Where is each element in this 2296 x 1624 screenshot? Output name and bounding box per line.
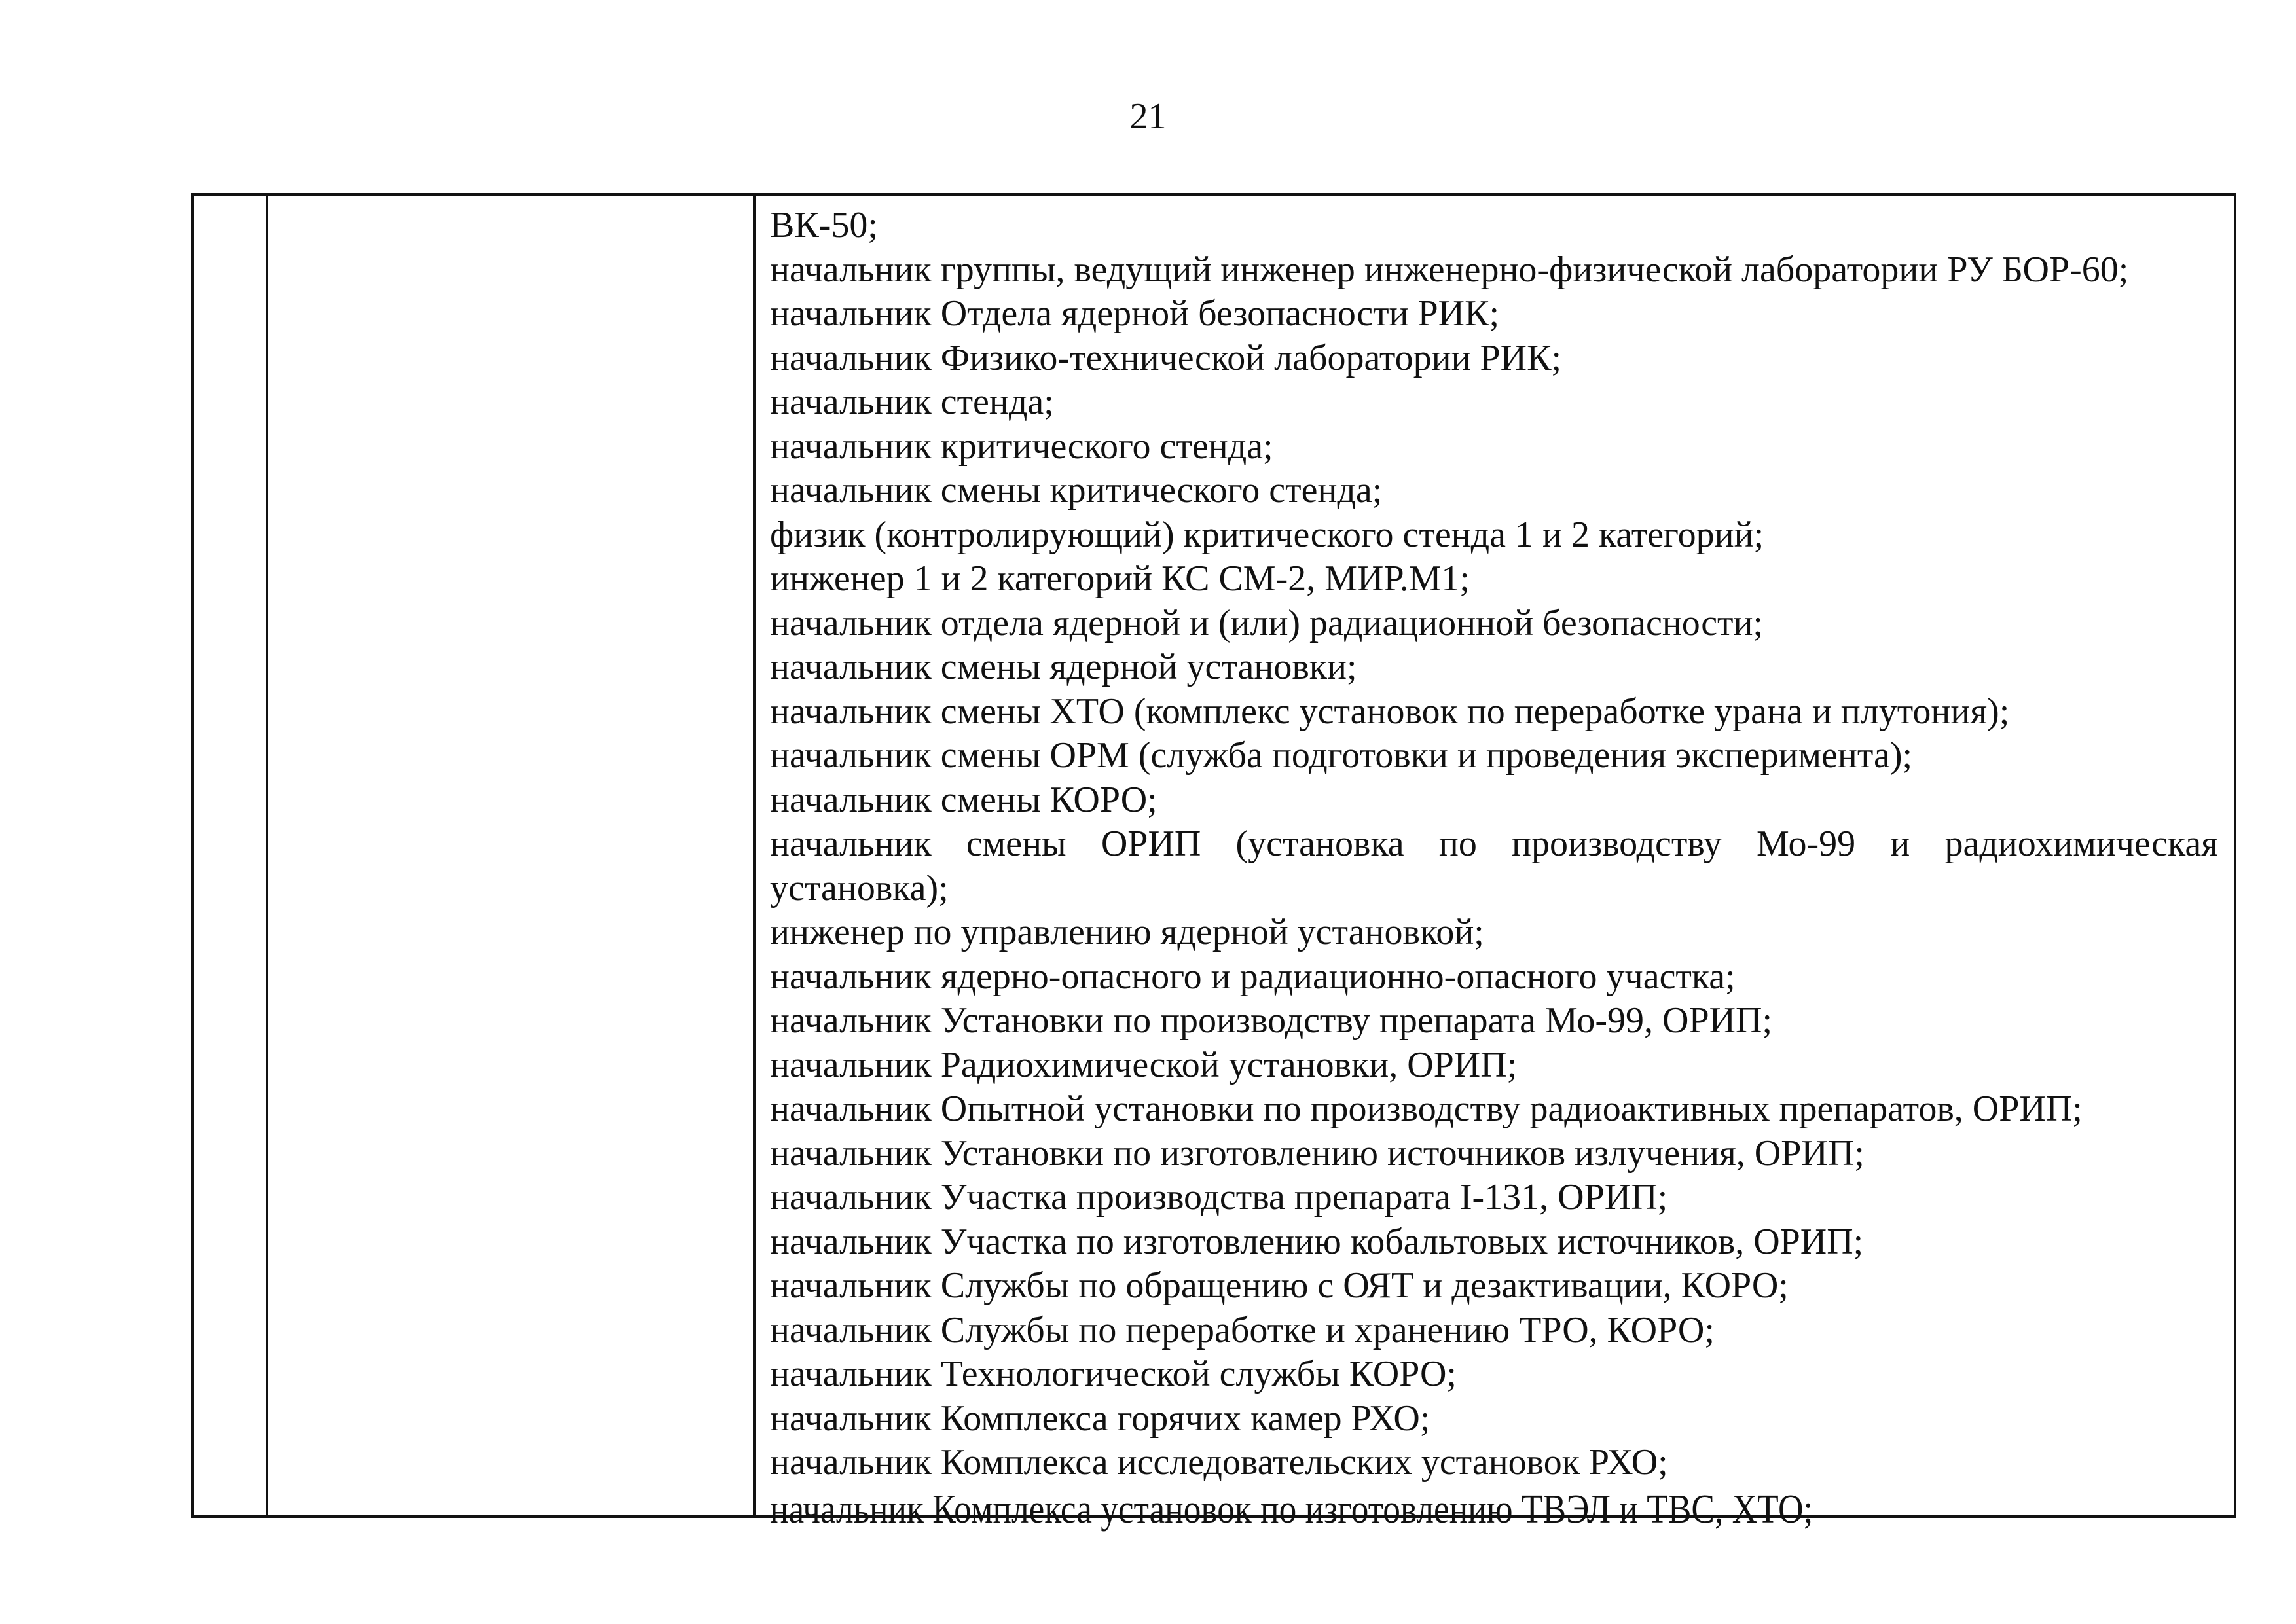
position-line: инженер по управлению ядерной установкой; bbox=[770, 912, 1484, 952]
position-line: начальник группы, ведущий инженер инженерно-физической лаборатории РУ БОР-60; bbox=[770, 249, 2129, 290]
position-line: начальник смены критического стенда; bbox=[770, 470, 1383, 511]
position-line: начальник смены ядерной установки; bbox=[770, 647, 1357, 687]
position-line: физик (контролирующий) критического стенда 1 и 2 категорий; bbox=[770, 514, 1764, 555]
position-line: начальник Службы по переработке и хранению ТРО, КОРО; bbox=[770, 1309, 1715, 1350]
position-line: ВК-50; bbox=[770, 205, 878, 245]
position-line: начальник Комплекса горячих камер РХО; bbox=[770, 1398, 1430, 1439]
position-line: начальник Участка производства препарата I-131, ОРИП; bbox=[770, 1177, 1668, 1218]
position-line: начальник критического стенда; bbox=[770, 425, 1273, 467]
position-line: начальник смены ОРИП (установка по производству Мо-99 и радиохимическая bbox=[770, 823, 2218, 864]
position-line: начальник Комплекса установок по изготовлению ТВЭЛ и ТВС, ХТО; bbox=[770, 1487, 1813, 1532]
page-number: 21 bbox=[1129, 96, 1167, 137]
position-line: начальник смены ОРМ (служба подготовки и проведения эксперимента); bbox=[770, 735, 1913, 776]
position-line: начальник Отдела ядерной безопасности РИК; bbox=[770, 293, 1500, 334]
position-line: начальник Службы по обращению с ОЯТ и дезактивации, КОРО; bbox=[770, 1265, 1789, 1306]
position-line: начальник Участка по изготовлению кобальтовых источников, ОРИП; bbox=[770, 1221, 1864, 1262]
column-divider bbox=[753, 196, 756, 1515]
position-line: инженер 1 и 2 категорий КС СМ-2, МИР.М1; bbox=[770, 558, 1470, 599]
position-line: начальник Технологической службы КОРО; bbox=[770, 1354, 1457, 1394]
positions-cell bbox=[770, 204, 2218, 1533]
position-line: начальник смены ХТО (комплекс установок по переработке урана и плутония); bbox=[770, 691, 2010, 732]
position-line: установка); bbox=[770, 867, 949, 909]
position-line: начальник смены КОРО; bbox=[770, 779, 1157, 820]
position-line: начальник Радиохимической установки, ОРИП; bbox=[770, 1044, 1518, 1085]
position-line: начальник Физико-технической лаборатории РИК; bbox=[770, 337, 1562, 378]
column-divider bbox=[266, 196, 268, 1515]
position-line: начальник ядерно-опасного и радиационно-опасного участка; bbox=[770, 956, 1736, 997]
position-line: начальник отдела ядерной и (или) радиационной безопасности; bbox=[770, 602, 1764, 643]
position-line: начальник Установки по изготовлению источников излучения, ОРИП; bbox=[770, 1132, 1865, 1174]
position-line: начальник Установки по производству препарата Мо-99, ОРИП; bbox=[770, 1000, 1773, 1041]
position-line: начальник Опытной установки по производству радиоактивных препаратов, ОРИП; bbox=[770, 1089, 2083, 1129]
position-line: начальник стенда; bbox=[770, 382, 1054, 422]
position-table bbox=[191, 193, 2236, 1532]
position-line: начальник Комплекса исследовательских установок РХО; bbox=[770, 1442, 1668, 1483]
